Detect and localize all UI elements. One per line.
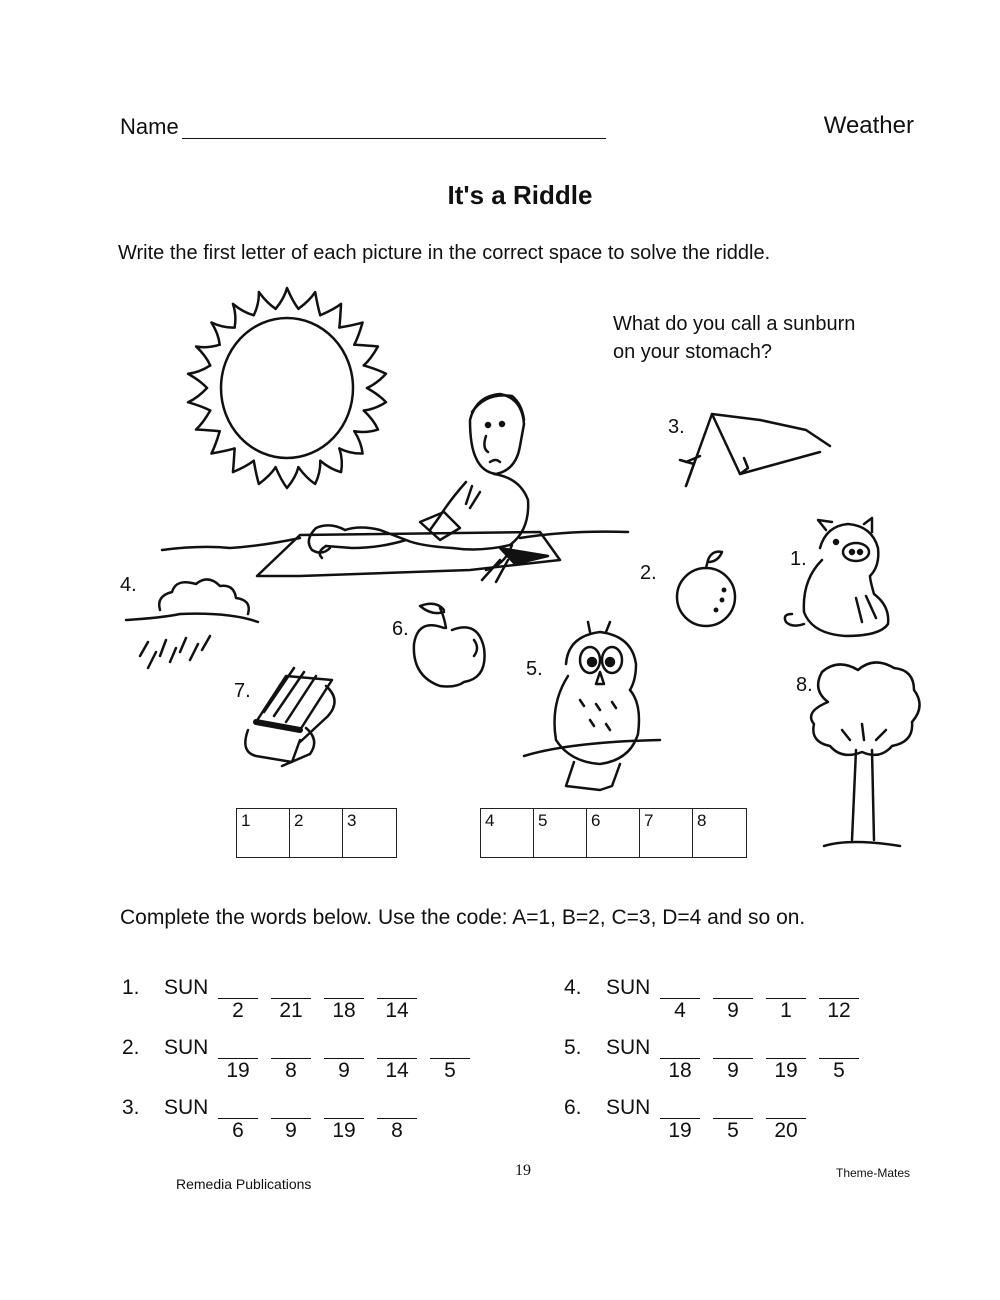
answer-box[interactable]: 8	[697, 811, 707, 830]
picture-number-4: 4.	[120, 574, 137, 596]
letter-blank[interactable]: 8	[377, 1118, 417, 1143]
answer-box[interactable]: 1	[237, 809, 290, 857]
picture-number-7: 7.	[234, 680, 251, 702]
boy-sunbathing-icon	[309, 394, 528, 582]
letter-blank[interactable]: 14	[377, 998, 417, 1023]
answer-boxes-word-1	[236, 808, 397, 858]
tree-icon	[811, 662, 919, 846]
letter-blank[interactable]: 9	[271, 1118, 311, 1143]
orange-icon	[677, 552, 735, 626]
letter-blank[interactable]: 5	[819, 1058, 859, 1083]
tent-icon	[680, 414, 830, 486]
answer-box[interactable]: 4	[481, 809, 534, 857]
word-number: 1.	[122, 976, 140, 999]
word-row-2	[122, 1036, 456, 1092]
answer-box[interactable]: 7	[640, 809, 693, 857]
letter-blank[interactable]: 19	[660, 1118, 700, 1143]
letter-blank[interactable]: 9	[713, 998, 753, 1023]
picture-number-6: 6.	[392, 618, 409, 640]
letter-blank[interactable]: 4	[660, 998, 700, 1023]
word-prefix: SUN	[606, 1096, 651, 1119]
word-row-3	[122, 1096, 452, 1152]
publisher-label: Remedia Publications	[176, 1176, 312, 1192]
answer-box[interactable]: 2	[290, 809, 343, 857]
word-prefix: SUN	[164, 1096, 209, 1119]
word-row-6	[564, 1096, 894, 1152]
picture-number-1: 1.	[790, 548, 807, 570]
word-number: 2.	[122, 1036, 140, 1059]
pig-icon	[785, 518, 888, 636]
owl-icon	[524, 622, 660, 790]
word-row-5	[564, 1036, 894, 1092]
word-prefix: SUN	[164, 976, 209, 999]
answer-box[interactable]: 6	[587, 809, 640, 857]
riddle-line-1: What do you call a sunburn	[613, 313, 856, 335]
letter-blank[interactable]: 18	[660, 1058, 700, 1083]
page-number: 19	[515, 1162, 531, 1179]
word-number: 6.	[564, 1096, 582, 1119]
word-prefix: SUN	[606, 1036, 651, 1059]
picture-number-8: 8.	[796, 674, 813, 696]
letter-blank[interactable]: 1	[766, 998, 806, 1023]
worksheet-title: It's a Riddle	[447, 180, 593, 210]
letter-blank[interactable]: 21	[271, 998, 311, 1023]
letter-blank[interactable]: 5	[713, 1118, 753, 1143]
word-number: 3.	[122, 1096, 140, 1119]
word-prefix: SUN	[606, 976, 651, 999]
word-row-1	[122, 976, 452, 1032]
series-label: Theme-Mates	[836, 1166, 911, 1180]
picture-number-2: 2.	[640, 562, 657, 584]
code-instructions: Complete the words below. Use the code: A=1, B=2, C=3, D=4 and so on.	[120, 906, 806, 929]
sun-icon	[188, 288, 386, 488]
word-number: 4.	[564, 976, 582, 999]
letter-blank[interactable]: 2	[218, 998, 258, 1023]
letter-blank[interactable]: 5	[430, 1058, 470, 1083]
letter-blank[interactable]: 20	[766, 1118, 806, 1143]
answer-boxes-word-2	[480, 808, 747, 858]
picture-number-3: 3.	[668, 416, 685, 438]
letter-blank[interactable]: 19	[324, 1118, 364, 1143]
answer-box[interactable]: 3	[347, 811, 357, 830]
letter-blank[interactable]: 9	[324, 1058, 364, 1083]
riddle-line-2: on your stomach?	[613, 341, 772, 363]
instructions: Write the first letter of each picture in the correct space to solve the riddle.	[118, 242, 771, 264]
sled-icon	[245, 668, 334, 766]
picture-number-5: 5.	[526, 658, 543, 680]
rain-cloud-icon	[126, 579, 258, 668]
letter-blank[interactable]: 19	[218, 1058, 258, 1083]
name-label: Name	[120, 114, 179, 139]
letter-blank[interactable]: 12	[819, 998, 859, 1023]
apple-icon	[414, 604, 485, 687]
answer-box[interactable]: 5	[534, 809, 587, 857]
letter-blank[interactable]: 14	[377, 1058, 417, 1083]
letter-blank[interactable]: 6	[218, 1118, 258, 1143]
letter-blank[interactable]: 8	[271, 1058, 311, 1083]
beach-towel-icon	[162, 532, 628, 576]
letter-blank[interactable]: 9	[713, 1058, 753, 1083]
word-prefix: SUN	[164, 1036, 209, 1059]
word-number: 5.	[564, 1036, 582, 1059]
letter-blank[interactable]: 19	[766, 1058, 806, 1083]
subject-label: Weather	[823, 112, 914, 139]
word-row-4	[564, 976, 894, 1032]
letter-blank[interactable]: 18	[324, 998, 364, 1023]
